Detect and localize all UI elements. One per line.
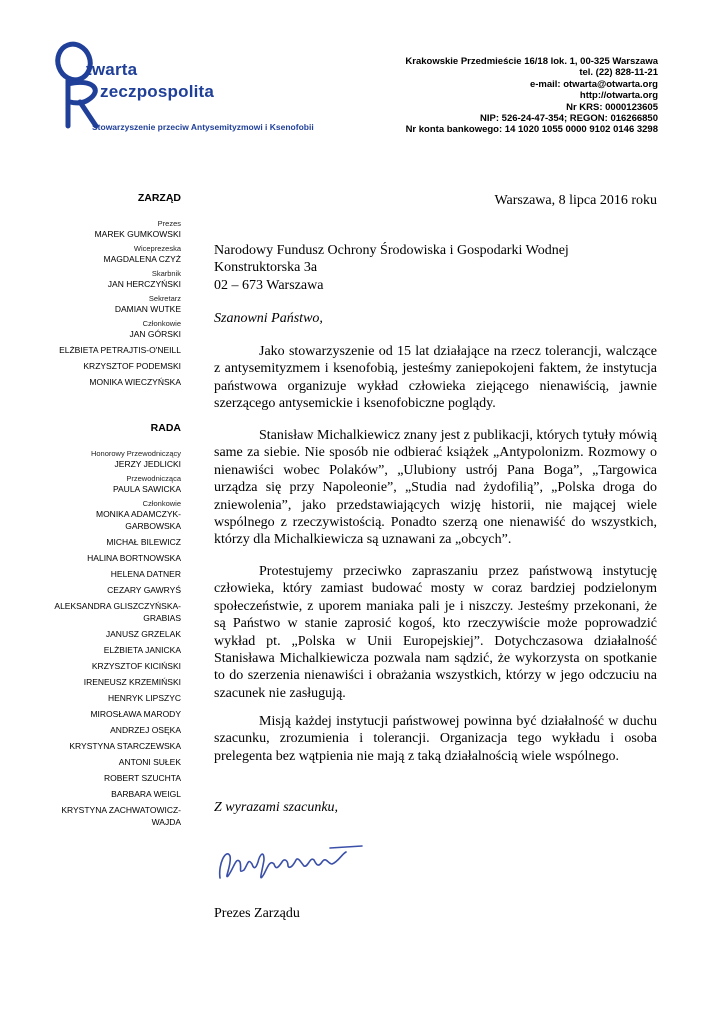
handwritten-signature xyxy=(212,834,372,894)
recipient-line: 02 – 673 Warszawa xyxy=(214,277,324,293)
member-name: JAN GÓRSKI xyxy=(129,329,181,339)
recipient-line: Konstruktorska 3a xyxy=(214,260,318,276)
zarzad-title: ZARZĄD xyxy=(137,192,181,204)
member-name: MIROSŁAWA MARODY xyxy=(90,709,181,719)
recipient-line: Narodowy Fundusz Ochrony Środowiska i Gospodarki Wodnej xyxy=(214,243,569,258)
member-role: Prezes xyxy=(157,219,181,228)
member-name: KRZYSZTOF KICIŃSKI xyxy=(91,661,181,671)
board-sidebar xyxy=(0,192,181,828)
member-name: HENRYK LIPSZYC xyxy=(107,693,181,703)
closing: Z wyrazami szacunku, xyxy=(214,800,339,815)
salutation: Szanowni Państwo, xyxy=(214,311,323,326)
rada-list xyxy=(0,449,181,828)
member-name: HELENA DATNER xyxy=(110,569,181,579)
member-name: CEZARY GAWRYŚ xyxy=(107,585,181,595)
member-name: PAULA SAWICKA xyxy=(112,484,181,494)
member-role: Honorowy Przewodniczący xyxy=(90,449,181,458)
contact-nip-regon: NIP: 526-24-47-354; REGON: 016266850 xyxy=(480,113,658,125)
member-role: Skarbnik xyxy=(151,269,181,278)
member-role: Członkowie xyxy=(142,319,181,328)
body-paragraph: Protestujemy przeciwko zapraszaniu przez państwową instytucję człowieka, który zamiast budować mosty w coraz bardziej podzielonym społeczeństwie, z uporem maniaka pali je i niszczy. Jesteśmy przekonani, że są Państwo w stanie zaprosić kogoś, kto rzeczywiście może poprowadzić wykład pt. „Polska w Unii Europejskiej”. Dotychczasowa działalność Stanisława Michalkiewicza pozwala nam sądzić, że wykorzysta on spotkanie to do szerzenia nienawiści i obrażania wszystkich, którzy w jego odczuciu na szacunek nie zasługują. xyxy=(214,564,657,701)
rada-title: RADA xyxy=(150,422,181,434)
member-name: IRENEUSZ KRZEMIŃSKI xyxy=(83,677,181,687)
member-name: ELŻBIETA JANICKA xyxy=(103,645,181,655)
member-role: Wiceprezeska xyxy=(133,244,181,253)
body-paragraph: Stanisław Michalkiewicz znany jest z publikacji, których tytuły mówią same za siebie. Nie sposób nie odbierać książek „Antypolonizm. Rozmowy o nienawiści wobec Polaków”, „Ulubiony ustrój Pana Boga”, „Targowica urządza się przy Napoleonie”, „Studia nad żydofilią”, „Polska droga do zniewolenia”, jako przedstawiających wizję historii, nie mającej wiele wspólnego z rzeczywistością. Ponadto szerzą one nienawiść do wszystkich, którzy dla Michalkiewicza są uznawani za „obcych”. xyxy=(214,428,657,548)
member-role: Przewodnicząca xyxy=(126,474,181,483)
member-name: MAGDALENA CZYŻ xyxy=(103,254,181,264)
member-name: ANTONI SUŁEK xyxy=(118,757,181,767)
logo-word-otwarta: twarta xyxy=(86,60,138,79)
signer-title: Prezes Zarządu xyxy=(214,906,300,921)
contact-phone: tel. (22) 828-11-21 xyxy=(579,67,658,79)
letter-date: Warszawa, 8 lipca 2016 roku xyxy=(494,193,657,208)
contact-krs: Nr KRS: 0000123605 xyxy=(566,101,658,113)
member-name: MONIKA ADAMCZYK- GARBOWSKA xyxy=(95,509,181,531)
member-name: KRZYSZTOF PODEMSKI xyxy=(83,361,181,371)
member-name: KRYSTYNA ZACHWATOWICZ- WAJDA xyxy=(61,805,181,827)
member-name: BARBARA WEIGL xyxy=(111,789,181,799)
member-name: JAN HERCZYŃSKI xyxy=(107,279,181,289)
contact-address: Krakowskie Przedmieście 16/18 lok. 1, 00-325 Warszawa xyxy=(405,56,658,67)
logo-tagline: Stowarzyszenie przeciw Antysemityzmowi i Ksenofobii xyxy=(92,122,314,132)
member-name: ANDRZEJ OSĘKA xyxy=(110,725,181,735)
member-name: ELŻBIETA PETRAJTIS-O'NEILL xyxy=(59,345,181,355)
member-name: DAMIAN WUTKE xyxy=(114,304,181,314)
contact-email: e-mail: otwarta@otwarta.org xyxy=(529,78,658,90)
member-role: Sekretarz xyxy=(148,294,181,303)
recipient-address xyxy=(214,242,569,294)
body-paragraph: Jako stowarzyszenie od 15 lat działające na rzecz tolerancji, walczące z antysemityzmem i ksenofobią, jesteśmy zaniepokojeni faktem, że instytucja państwowa organizuje wykład człowieka ziejącego nienawiścią, jawnie szerzącego antysemickie i ksenofobiczne poglądy. xyxy=(214,344,657,412)
contact-website: http://otwarta.org xyxy=(579,90,658,102)
member-name: MICHAŁ BILEWICZ xyxy=(106,537,181,547)
member-name: MONIKA WIECZYŃSKA xyxy=(89,377,181,387)
member-name: JANUSZ GRZELAK xyxy=(105,629,181,639)
member-name: HALINA BORTNOWSKA xyxy=(87,553,181,563)
zarzad-list xyxy=(0,219,181,388)
member-name: ROBERT SZUCHTA xyxy=(104,773,181,783)
logo-word-rzeczpospolita: zeczpospolita xyxy=(100,82,215,101)
body-paragraph: Misją każdej instytucji państwowej powinna być działalność w duchu szacunku, zrozumienia i tolerancji. Organizacja tego wykładu i osoba prelegenta bez wątpienia nie mają z taką działalnością wiele wspólnego. xyxy=(214,714,657,764)
member-name: JERZY JEDLICKI xyxy=(114,459,181,469)
member-name: KRYSTYNA STARCZEWSKA xyxy=(69,741,181,751)
member-name: MAREK GUMKOWSKI xyxy=(94,229,181,239)
member-name: ALEKSANDRA GLISZCZYŃSKA- GRABIAS xyxy=(54,601,181,623)
contact-bank-account: Nr konta bankowego: 14 1020 1055 0000 9102 0146 3298 xyxy=(405,124,658,136)
contact-block xyxy=(405,56,658,136)
member-role: Członkowie xyxy=(142,499,181,508)
